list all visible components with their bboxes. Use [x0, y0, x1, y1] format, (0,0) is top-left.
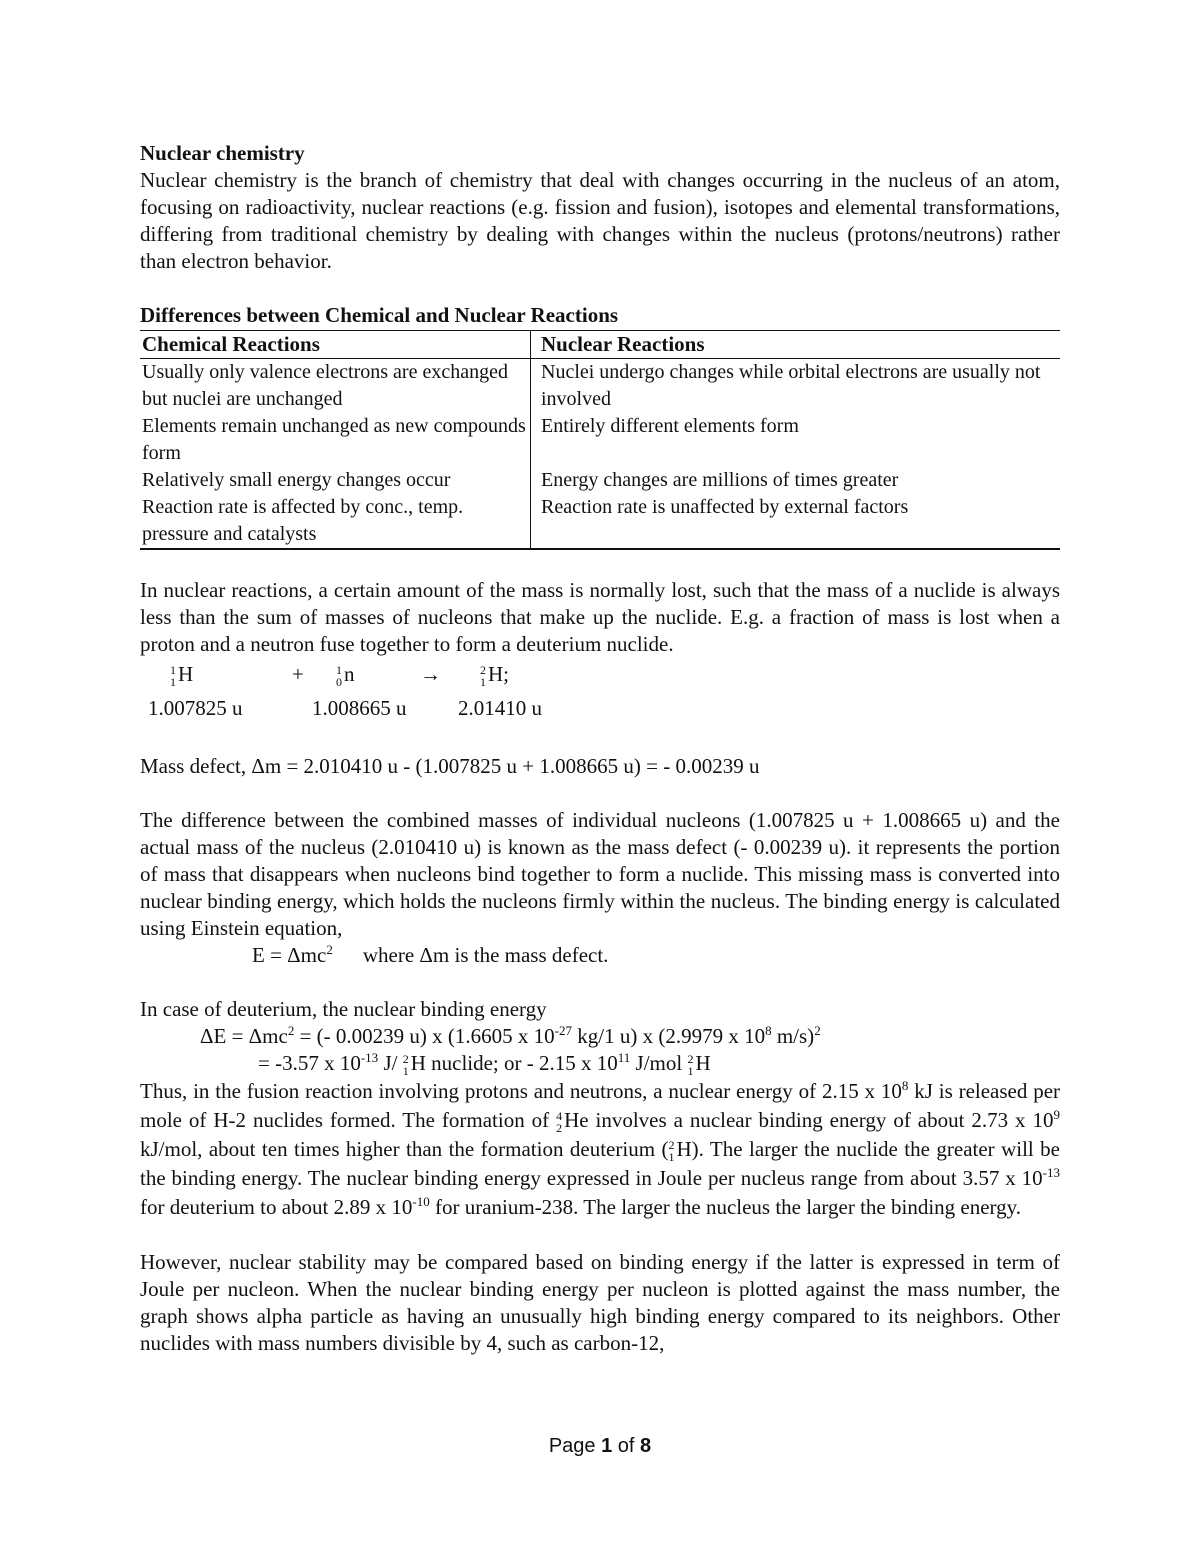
table-cell: Reaction rate is unaffected by external factors	[531, 494, 1061, 549]
mass-loss-paragraph: In nuclear reactions, a certain amount of the mass is normally lost, such that the mass of a nuclide is always less than the sum of masses of nucleons that make up the nuclide. E.g. a fraction of mass is lost when a proton and a neutron fuse together to form a deuterium nuclide.	[140, 578, 1060, 656]
stability-paragraph: However, nuclear stability may be compared based on binding energy if the latter is expressed in term of Joule per nucleon. When the nuclear binding energy per nucleon is plotted against the mass number, the graph shows alpha particle as having an unusually high binding energy compared to its neighbors. Other nuclides with mass numbers divisible by 4, such as carbon-12,	[140, 1250, 1060, 1356]
reaction-equation	[140, 662, 1060, 696]
mass-value: 1.007825 u	[148, 696, 243, 720]
current-page: 1	[601, 1435, 613, 1457]
table-row	[140, 413, 1060, 467]
table-row	[140, 359, 1060, 414]
table-cell: Elements remain unchanged as new compounds form	[140, 413, 531, 467]
intro-paragraph: Nuclear chemistry is the branch of chemistry that deal with changes occurring in the nucleus of an atom, focusing on radioactivity, nuclear reactions (e.g. fission and fusion), isotopes and elemental transformations, differing from traditional chemistry by dealing with changes within the nucleus (protons/neutrons) rather than electron behavior.	[140, 168, 1060, 273]
total-pages: 8	[640, 1435, 652, 1457]
table-header-row	[140, 331, 1060, 359]
table-cell: Nuclei undergo changes while orbital electrons are usually not involved	[541, 361, 1041, 410]
table-row	[140, 494, 1060, 549]
reaction-arrow: →	[420, 662, 441, 686]
product-deuterium: 2 1 H;	[480, 662, 509, 690]
table-cell: Entirely different elements form	[541, 415, 799, 437]
page-title: Nuclear chemistry	[140, 141, 305, 165]
difference-paragraph: The difference between the combined masses of individual nucleons (1.007825 u + 1.008665 u) and the actual mass of the nucleus (2.010410 u) is known as the mass defect (- 0.00239 u). it represents the portion of mass that disappears when nucleons bind together to form a nuclide. This missing mass is converted into nuclear binding energy, which holds the nucleons firmly within the nucleus. The binding energy is calculated using Einstein equation,	[140, 808, 1060, 940]
table-header: Chemical Reactions	[140, 331, 531, 359]
einstein-equation: E = Δmc$^2$ where Δm is the mass defect.	[252, 942, 609, 967]
table-cell: Reaction rate is affected by conc., temp. pressure and catalysts	[140, 494, 531, 549]
table-cell: Usually only valence electrons are exchanged but nuclei are unchanged	[140, 359, 531, 414]
mass-value: 1.008665 u	[312, 696, 407, 720]
page-footer: Page 1 of 8	[548, 1435, 652, 1457]
reactant-neutron: 1 0 n	[336, 662, 355, 690]
reaction-masses	[140, 696, 1060, 726]
plus-sign: +	[292, 662, 304, 686]
document-page	[140, 140, 1060, 1357]
table-cell: Relatively small energy changes occur	[140, 467, 531, 494]
mass-defect-equation: Mass defect, Δm = 2.010410 u - (1.007825 u + 1.008665 u) = - 0.00239 u	[140, 754, 760, 778]
binding-energy-calc-2: = -3.57 x $10^{-13}$ J/ 2 1 H nuclide; or - 2.15 x $10^{11}$ J/mol 2 1 H	[258, 1050, 711, 1079]
table-cell: Energy changes are millions of times greater	[541, 469, 899, 491]
deuterium-intro: In case of deuterium, the nuclear binding energy	[140, 997, 547, 1021]
fusion-paragraph: Thus, in the fusion reaction involving protons and neutrons, a nuclear energy of 2.15 x $10^8$ kJ is released per mole of H-2 nuclides formed. The formation of 4 2 He involves a nuclear binding energy of about 2.73 x $10^9$ kJ/mol, about ten times higher than the formation deuterium ( 2 1 H). The larger the nuclide the greater will be the binding energy. The nuclear binding energy expressed in Joule per nucleus range from about 3.57 x $10^{-13}$ for deuterium to about 2.89 x $10^{-10}$ for uranium-238. The larger the nucleus the larger the binding energy.	[140, 1078, 1061, 1220]
mass-value: 2.01410 u	[458, 696, 542, 720]
binding-energy-calc-1: ΔE = Δmc$^2$ = (- 0.00239 u) x (1.6605 x $10^{-27}$ kg/1 u) x (2.9979 x $10^8$ m/s)$^2$	[200, 1023, 821, 1048]
comparison-table	[140, 330, 1060, 550]
reactant-hydrogen: 1 1 H	[170, 662, 194, 690]
table-title: Differences between Chemical and Nuclear Reactions	[140, 303, 619, 327]
table-row	[140, 467, 1060, 494]
table-header: Nuclear Reactions	[531, 331, 1061, 359]
